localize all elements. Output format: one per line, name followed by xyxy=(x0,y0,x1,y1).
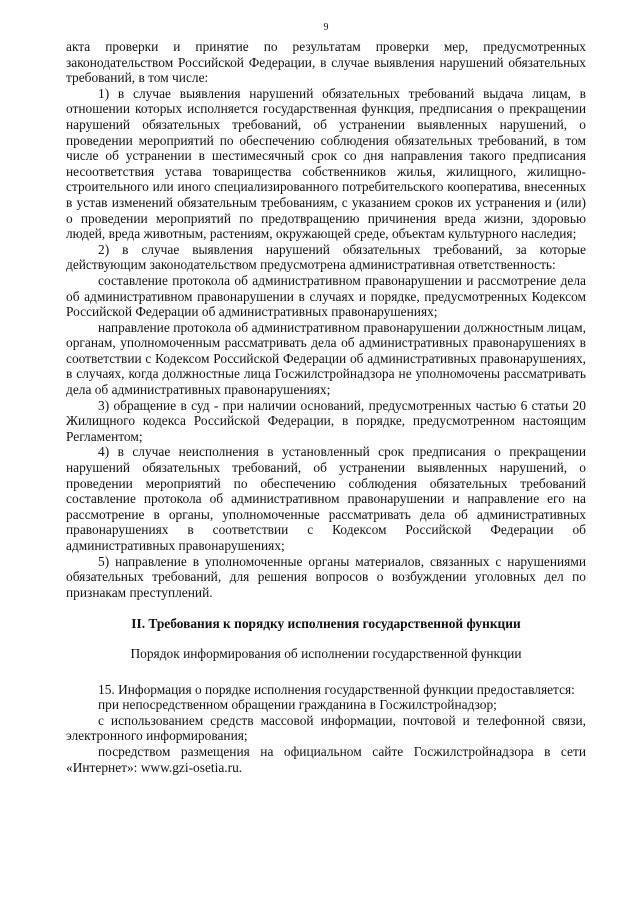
paragraph-15: 15. Информация о порядке исполнения государственной функции предоставляется: xyxy=(98,681,575,697)
paragraph-item-1: 1) в случае выявления нарушений обязательных требований выдача лицам, в отношении которых исполняется государственная функция, предписания о прекращении нарушений обязательных требований, об устранении выявленных нарушений, о проведении мероприятий по обеспечению соблюдения обязательных требований, в том числе об устранении в шестимесячный срок со дня направления такого предписания несоответствия устава товарищества собственников жилья, жилищного, жилищно-строительного или иного специализированного потребительского кооператива, внесенных в устав изменений обязательным требованиям, с указанием сроков их устранения и (или) о проведении мероприятий по предотвращению причинения вреда жизни, здоровью людей, вреда животным, растениям, окружающей среде, объектам культурного наследия; xyxy=(66,85,586,242)
paragraph-item-2-protocol: составление протокола об административном правонарушении и рассмотрение дела об административном правонарушении в случаях и порядке, предусмотренных Кодексом Российской Федерации об административных правонарушениях; xyxy=(66,272,586,320)
paragraph-15-media: с использованием средств массовой информации, почтовой и телефонной связи, электронного информирования; xyxy=(66,712,586,744)
paragraph-item-5: 5) направление в уполномоченные органы материалов, связанных с нарушениями обязательных требований, для решения вопросов о возбуждении уголовных дел по признакам преступлений. xyxy=(66,553,586,600)
section-heading: II. Требования к порядку исполнения государственной функции xyxy=(131,616,521,632)
paragraph-item-3: 3) обращение в суд - при наличии оснований, предусмотренных частью 6 статьи 20 Жилищного кодекса Российской Федерации, в порядке, предусмотренном настоящим Регламентом; xyxy=(66,397,586,444)
paragraph-15-website: посредством размещения на официальном сайте Госжилстройнадзора в сети «Интернет»: www.gzi-osetia.ru. xyxy=(66,743,586,775)
paragraph-15-direct: при непосредственном обращении гражданина в Госжилстройнадзор; xyxy=(98,697,497,713)
paragraph-item-4: 4) в случае неисполнения в установленный срок предписания о прекращении нарушений обязательных требований, об устранении выявленных нарушений, о проведении мероприятий по обеспечению соблюдения обязательных требований составление протокола об административном правонарушении и направление его на рассмотрение в органы, уполномоченные рассматривать дела об административных правонарушениях в соответствии с Кодексом Российской Федерации об административных правонарушениях; xyxy=(66,444,586,553)
paragraph-item-2: 2) в случае выявления нарушений обязательных требований, за которые действующим законодательством предусмотрена административная ответственность: xyxy=(66,241,586,273)
paragraph-item-2-direction: направление протокола об административном правонарушении должностным лицам, органам, уполномоченным рассматривать дела об административных правонарушениях в соответствии с Кодексом Российской Федерации об административных правонарушениях, в случаях, когда должностные лица Госжилстройнадзора не уполномочены рассматривать дела об административных правонарушениях; xyxy=(66,319,586,398)
page-number: 9 xyxy=(323,22,329,33)
subsection-heading: Порядок информирования об исполнении государственной функции xyxy=(130,645,522,661)
paragraph-intro: акта проверки и принятие по результатам проверки мер, предусмотренных законодательством Российской Федерации, в случае выявления нарушений обязательных требований, в том числе: xyxy=(66,39,586,86)
